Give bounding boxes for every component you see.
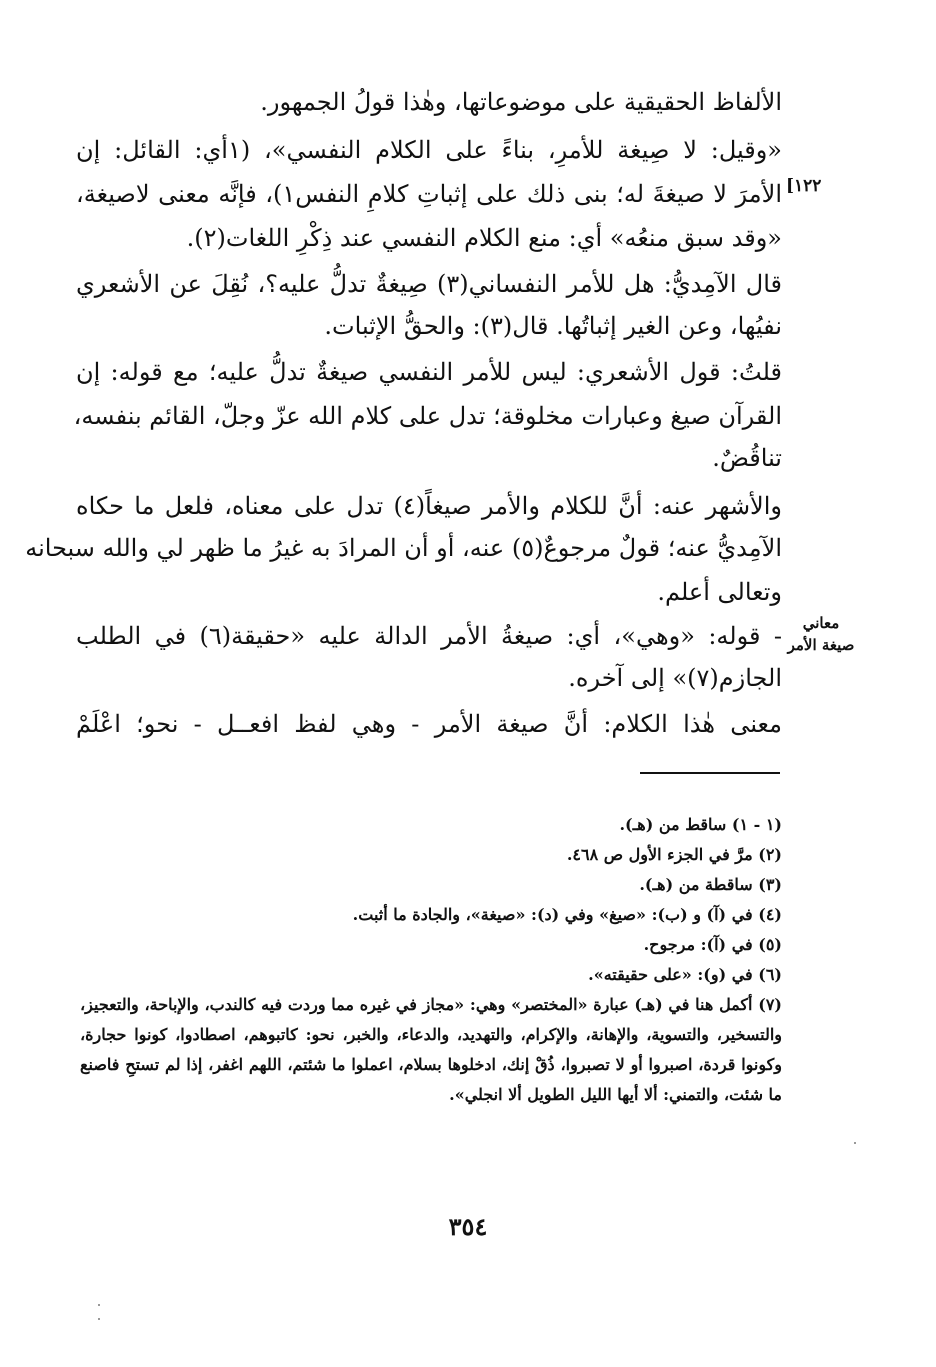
page-number: ٣٥٤ (448, 1212, 488, 1241)
footnote-6: (٦) في (و): «على حقيقته». (588, 965, 782, 984)
body-line-12: وتعالى أعلم. (657, 578, 782, 606)
body-line-2: «وقيل: لا صِيغة للأمرِ، بناءً على الكلام النفسي»، (١أي: القائل: إن (76, 136, 782, 164)
body-line-14: الجازم(٧)» إلى آخره. (568, 664, 782, 692)
margin-note-line-1: معاني (802, 614, 840, 632)
body-line-15: معنى هٰذا الكلام: أنَّ صيغة الأمر - وهي لفظ افعــل - نحو؛ اعْلَمْ (76, 710, 782, 738)
body-line-3: الأمرَ لا صيغةَ له؛ بنى ذلك على إثباتِ كلامِ النفس١)، فإنَّه معنى لاصيغة، (76, 180, 782, 208)
body-line-9: تناقُضٌ. (712, 444, 782, 472)
body-line-1: الألفاظ الحقيقية على موضوعاتها، وهٰذا قولُ الجمهور. (260, 88, 782, 116)
footnote-3: (٣) ساقطة من (هـ). (639, 875, 782, 894)
margin-note-line-2: صيغة الأمر (787, 636, 855, 654)
footnote-1: (١ - ١) ساقط من (هـ). (619, 815, 782, 834)
body-line-13: - قوله: «وهي»، أي: صيغةُ الأمر الدالة عليه «حقيقة(٦) في الطلب (76, 622, 782, 650)
footnote-separator (640, 772, 780, 774)
scan-speck (98, 1304, 100, 1306)
body-line-8: القرآن صيغ وعبارات مخلوقة؛ تدل على كلام الله عزّ وجلّ، القائم بنفسه، (73, 402, 782, 430)
footnote-5: (٥) في (آ): مرجوح. (643, 935, 782, 954)
body-line-5: قال الآمِديُّ: هل للأمر النفساني(٣) صِيغةٌ تدلُّ عليه؟، نُقِلَ عن الأشعري (76, 270, 782, 298)
body-line-7: قلتُ: قول الأشعري: ليس للأمر النفسي صيغةٌ تدلُّ عليه؛ مع قوله: إن (76, 358, 782, 386)
body-line-4: «وقد سبق منعُه» أي: منع الكلام النفسي عند ذِكْرِ اللغات(٢). (186, 224, 782, 252)
scan-speck (98, 1318, 100, 1320)
margin-page-reference: [١٢٢ (786, 176, 822, 196)
footnotes (80, 810, 782, 1110)
body-line-10: والأشهر عنه: أنَّ للكلام والأمر صيغاً(٤) تدل على معناه، فلعل ما حكاه (76, 492, 783, 520)
body-line-6: نفيُها، وعن الغير إثباتُها. قال(٣): والحقُّ الإثبات. (324, 312, 782, 340)
footnote-4: (٤) في (آ) و (ب): «صيغ» وفي (د): «صيغة»، والجادة ما أثبت. (352, 905, 782, 924)
footnote-7: (٧) أكمل هنا في (هـ) عبارة «المختصر» وهي: «مجاز في غيره مما وردت فيه كالندب، والإباحة، والتعجيز، والتسخير، والتسوية، والإهانة، والإكرام، والتهديد، والدعاء، والخبر، نحو: كاتبوهم، اصطادوا، كونوا حجارة، وكونوا قردة، اصبروا أو لا تصبروا، ذُقْ إنك، ادخلوها بسلام، اعملوا ما شئتم، اللهم اغفر، إذا لم تستحِ فاصنع ما شئت، والتمني: ألا أيها الليل الطويل ألا انجلي». (80, 995, 782, 1104)
footnote-2: (٢) مرَّ في الجزء الأول ص ٤٦٨. (566, 845, 782, 864)
scan-speck (854, 1142, 856, 1144)
margin-note (784, 612, 858, 656)
body-line-11: الآمِديُّ عنه؛ قولٌ مرجوعٌ(٥) عنه، أو أن المرادَ به غيرُ ما ظهر لي والله سبحانه (25, 534, 782, 562)
